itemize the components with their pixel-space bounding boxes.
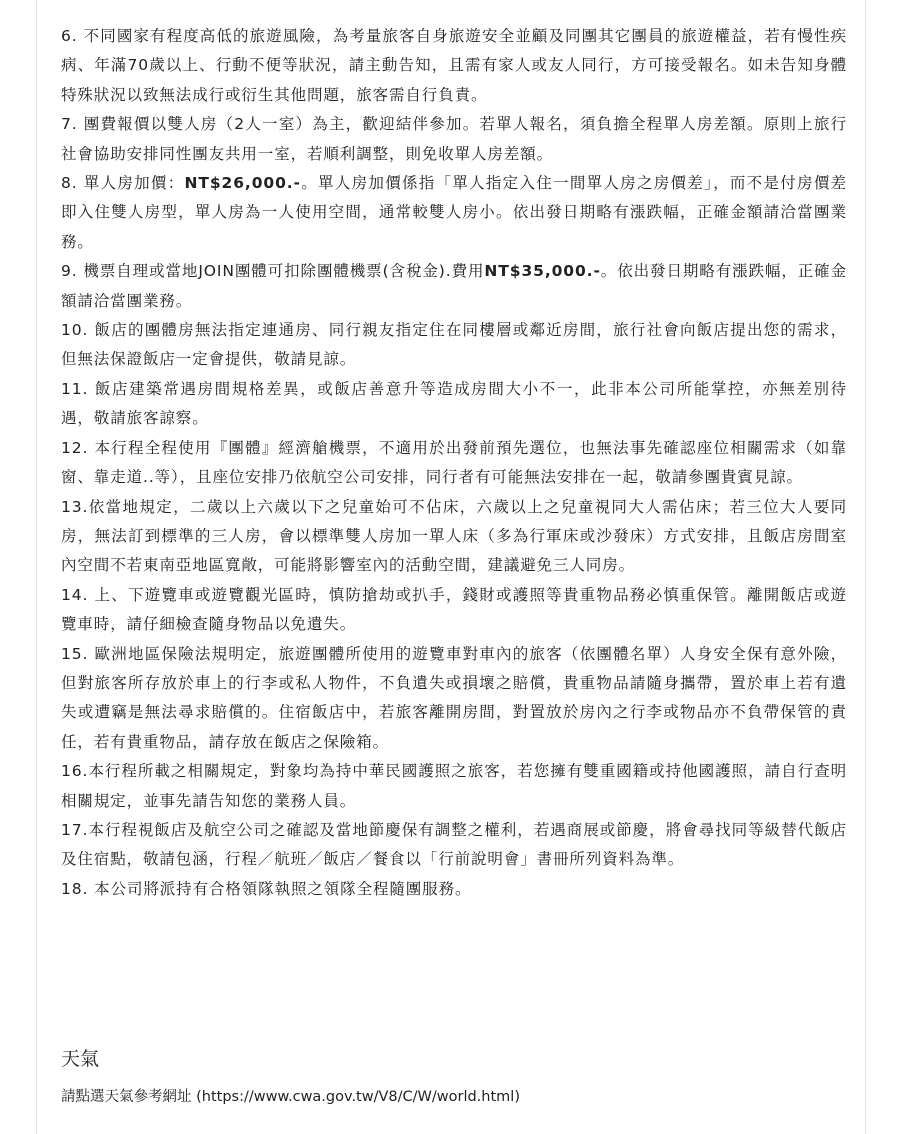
note-11: 11. 飯店建築常遇房間規格差異，或飯店善意升等造成房間大小不一，此非本公司所能掌控，亦無差別待遇，敬請旅客諒察。 <box>61 379 847 428</box>
note-9-airfare-deduction <box>61 257 847 316</box>
note-10: 10. 飯店的團體房無法指定連通房、同行親友指定住在同樓層或鄰近房間，旅行社會向飯店提出您的需求，但無法保證飯店一定會提供，敬請見諒。 <box>61 321 847 369</box>
weather-reference-link[interactable]: 請點選天氣參考網址 (https://www.cwa.gov.tw/V8/C/W/world.html) <box>61 1089 520 1105</box>
single-room-price: NT$26,000.- <box>184 174 301 193</box>
tour-notes-list <box>61 22 847 904</box>
note-8-lead: 8. 單人房加價： <box>61 174 185 193</box>
note-13: 13.依當地規定，二歲以上六歲以下之兒童始可不佔床，六歲以上之兒童視同大人需佔床；若三位大人要同房，無法訂到標準的三人房，會以標準雙人房加一單人床（多為行軍床或沙發床）方式安排，且飯店房間室內空間不若東南亞地區寬敞，可能將影響室內的活動空間，建議避免三人同房。 <box>61 497 847 575</box>
note-17: 17.本行程視飯店及航空公司之確認及當地節慶保有調整之權利，若遇商展或節慶，將會尋找同等級替代飯店及住宿點，敬請包涵，行程／航班／飯店／餐食以「行前說明會」書冊所列資料為準。 <box>61 820 847 869</box>
note-9-lead: 9. 機票自理或當地JOIN團體可扣除團體機票(含稅金).費用 <box>61 262 485 281</box>
note-8-body: 。單人房加價係指「單人指定入住一間單人房之房價差」，而不是付房價差即入住雙人房型，單人房為一人使用空間，通常較雙人房小。依出發日期略有漲跌幅，正確金額請洽當團業務。 <box>61 174 848 251</box>
note-9-body: 。依出發日期略有漲跌幅，正確金額請洽當團業務。 <box>61 262 847 310</box>
note-6: 6. 不同國家有程度高低的旅遊風險，為考量旅客自身旅遊安全並顧及同團其它團員的旅遊權益，若有慢性疾病、年滿70歲以上、行動不便等狀況，請主動告知，且需有家人或友人同行，方可接受報名。如未告知身體特殊狀況以致無法成行或衍生其他問題，旅客需自行負責。 <box>61 27 847 104</box>
note-14: 14. 上、下遊覽車或遊覽觀光區時，慎防搶劫或扒手，錢財或護照等貴重物品務必慎重保管。離開飯店或遊覽車時，請仔細檢查隨身物品以免遺失。 <box>61 585 847 634</box>
note-8-single-room-surcharge <box>61 169 847 257</box>
note-7: 7. 團費報價以雙人房（2人一室）為主，歡迎結伴參加。若單人報名，須負擔全程單人房差額。原則上旅行社會協助安排同性團友共用一室，若順利調整，則免收單人房差額。 <box>61 115 847 163</box>
weather-heading: 天氣 <box>61 1048 100 1070</box>
airfare-price: NT$35,000.- <box>484 262 601 281</box>
note-12: 12. 本行程全程使用『團體』經濟艙機票，不適用於出發前預先選位，也無法事先確認座位相關需求（如靠窗、靠走道..等），且座位安排乃依航空公司安排，同行者有可能無法安排在一起，敬請參團貴賓見諒。 <box>61 438 847 487</box>
note-16: 16.本行程所載之相關規定，對象均為持中華民國護照之旅客，若您擁有雙重國籍或持他國護照，請自行查明相關規定，並事先請告知您的業務人員。 <box>61 762 847 810</box>
note-18: 18. 本公司將派持有合格領隊執照之領隊全程隨團服務。 <box>61 879 472 898</box>
note-15: 15. 歐洲地區保險法規明定，旅遊團體所使用的遊覽車對車內的旅客（依團體名單）人身安全保有意外險，但對旅客所存放於車上的行李或私人物件，不負遺失或損壞之賠償，貴重物品請隨身攜帶，置於車上若有遺失或遭竊是無法尋求賠償的。住宿飯店中，若旅客離開房間，對置放於房內之行李或物品亦不負帶保管的責任，若有貴重物品，請存放在飯店之保險箱。 <box>61 644 847 751</box>
